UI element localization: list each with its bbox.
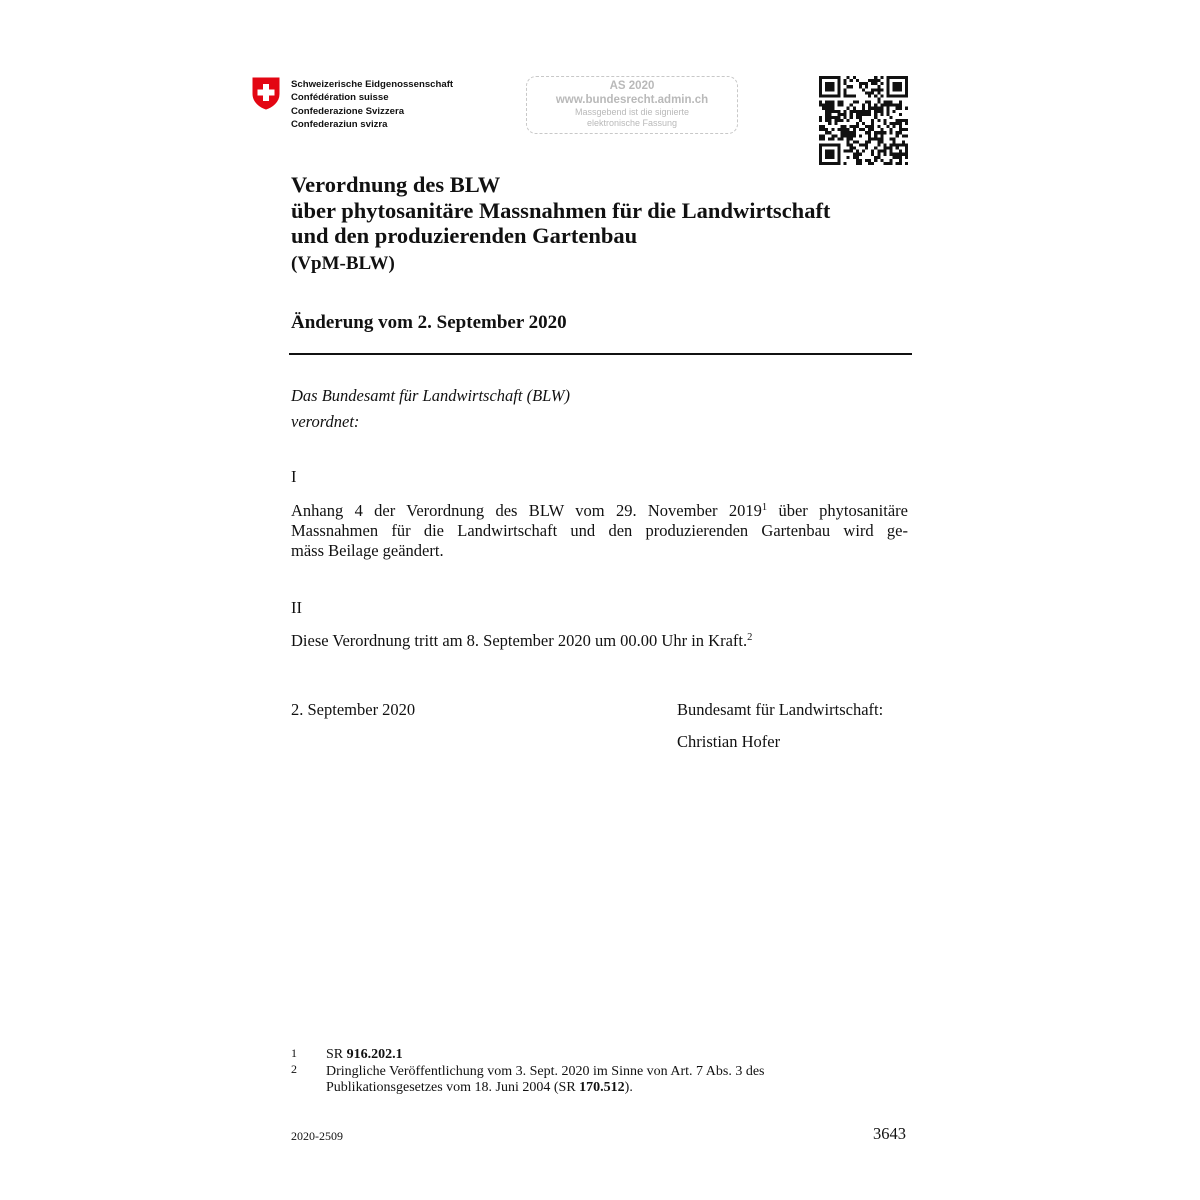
stamp-note-line2: elektronische Fassung <box>586 118 678 128</box>
section-1-line-3: mäss Beilage geändert. <box>291 541 444 560</box>
section-1-line-2: Massnahmen für die Landwirtschaft und den produzierenden Gartenbau wird ge- <box>291 521 908 540</box>
section-1-line-1-text: Anhang 4 der Verordnung des BLW vom 29. November 2019 <box>291 501 762 520</box>
confederation-names <box>291 78 453 132</box>
signature-office: Bundesamt für Landwirtschaft: <box>677 700 884 719</box>
footnote-2-sr-number: 170.512 <box>579 1079 625 1095</box>
section-2-text <box>291 631 752 651</box>
section-1-line-1 <box>291 501 908 521</box>
title-line-3: und den produzierenden Gartenbau <box>291 223 638 248</box>
footnote-1-line <box>326 1047 886 1063</box>
amendment-date: Änderung vom 2. September 2020 <box>291 312 567 333</box>
stamp-website: www.bundesrecht.admin.ch <box>555 94 709 106</box>
swiss-cross-icon <box>252 77 280 110</box>
signature-date: 2. September 2020 <box>291 700 416 719</box>
footnote-1-sr-number: 916.202.1 <box>346 1047 403 1062</box>
official-stamp <box>526 76 738 134</box>
signature-name: Christian Hofer <box>677 732 781 751</box>
section-number-2: II <box>291 598 302 617</box>
enacting-verb: verordnet: <box>291 412 360 431</box>
enacting-authority: Das Bundesamt für Landwirtschaft (BLW) <box>291 386 570 405</box>
confederation-name-it: Confederazione Svizzera <box>291 105 405 117</box>
title-abbreviation: (VpM-BLW) <box>291 253 395 274</box>
footnote-ref-1: 1 <box>761 502 768 513</box>
footnote-number-2: 2 <box>291 1062 297 1076</box>
footnote-2-line-2-prefix: Publikationsgesetzes vom 18. Juni 2004 (SR <box>326 1079 580 1095</box>
confederation-name-de: Schweizerische Eidgenossenschaft <box>291 79 454 90</box>
section-1-text <box>291 501 908 561</box>
footnote-1-prefix: SR <box>326 1047 347 1062</box>
page-number: 3643 <box>873 1124 906 1143</box>
title-line-2: über phytosanitäre Massnahmen für die Landwirtschaft <box>291 197 831 223</box>
footnote-number-1: 1 <box>291 1046 297 1060</box>
stamp-collection: AS 2020 <box>609 80 655 92</box>
section-2-sentence: Diese Verordnung tritt am 8. September 2020 um 00.00 Uhr in Kraft. <box>291 631 748 650</box>
footnote-1 <box>326 1047 886 1063</box>
enacting-clause <box>291 383 570 435</box>
confederation-name-rm: Confederaziun svizra <box>291 119 388 131</box>
title-divider <box>289 353 912 355</box>
stamp-note-line1: Massgebend ist die signierte <box>574 107 690 117</box>
document-number: 2020-2509 <box>291 1129 343 1143</box>
section-number-1: I <box>291 467 297 486</box>
footnote-2-line-2 <box>326 1080 886 1096</box>
confederation-name-fr: Confédération suisse <box>291 92 389 104</box>
document-title <box>291 172 931 249</box>
section-1-line-1-rest: über phytosanitäre <box>767 501 908 520</box>
footnote-2-line-2-suffix: ). <box>624 1079 633 1095</box>
footnote-2-line-1: Dringliche Veröffentlichung vom 3. Sept. 2020 im Sinne von Art. 7 Abs. 3 des <box>326 1064 765 1079</box>
footnote-ref-2: 2 <box>747 632 753 643</box>
footnote-2 <box>326 1064 886 1095</box>
qr-code-icon <box>819 76 908 165</box>
title-line-1: Verordnung des BLW <box>291 172 501 197</box>
